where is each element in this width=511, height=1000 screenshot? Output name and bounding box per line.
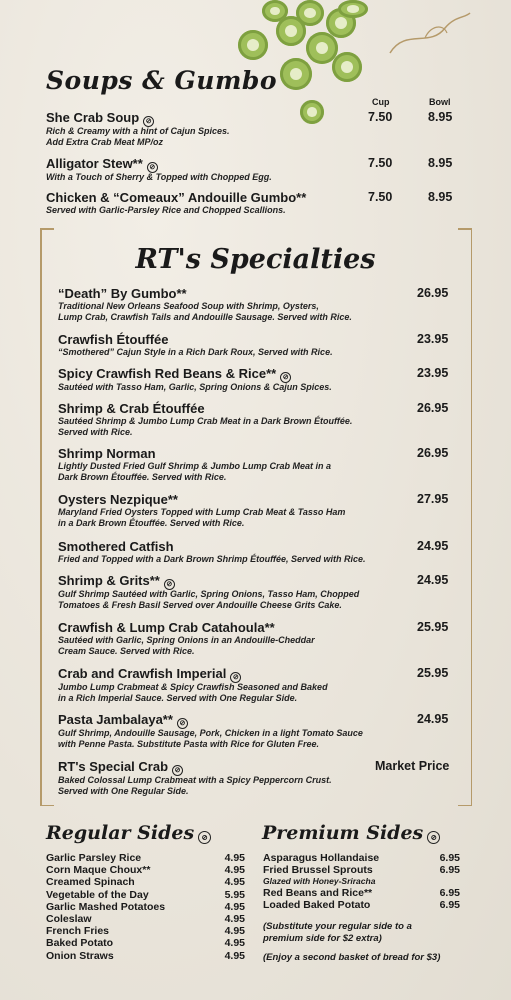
specialty-name-text: Crawfish & Lump Crab Catahoula**: [58, 620, 275, 635]
specialty-item: [58, 332, 458, 358]
specialty-name-text: Spicy Crawfish Red Beans & Rice**: [58, 366, 277, 381]
soup-name-text: Alligator Stew**: [46, 156, 143, 171]
gluten-free-icon: ⊘: [280, 372, 291, 383]
specialty-desc: Dark Brown Étouffée. Served with Rice.: [58, 472, 227, 482]
gluten-free-icon: ⊘: [230, 672, 241, 683]
specialty-price: 24.95: [417, 539, 449, 553]
specialty-name-text: “Death” By Gumbo**: [58, 286, 187, 301]
specialty-desc: Served with One Regular Side.: [58, 786, 189, 796]
specialty-name: [58, 666, 458, 682]
premium-side-sub: Glazed with Honey-Sriracha: [263, 876, 376, 887]
regular-sides-label: Regular Sides: [46, 822, 195, 844]
specialty-price: 24.95: [417, 573, 449, 587]
soups-title: Soups & Gumbo: [46, 66, 278, 95]
specialty-item: [58, 446, 458, 483]
soup-desc: Add Extra Crab Meat MP/oz: [46, 137, 164, 147]
specialty-name: [58, 712, 458, 728]
soup-bowl-price: 8.95: [428, 156, 453, 170]
gluten-free-icon: ⊘: [198, 831, 211, 844]
specialty-desc: Maryland Fried Oysters Topped with Lump Crab Meat & Tasso Ham: [58, 507, 346, 517]
soup-cup-price: 7.50: [368, 110, 393, 124]
bowl-header: Bowl: [429, 97, 451, 107]
specialty-name-text: Shrimp & Grits**: [58, 573, 160, 588]
specialty-item: [58, 366, 458, 393]
specialty-name: [58, 492, 458, 507]
regular-side-price: 4.95: [224, 913, 245, 925]
specialty-price: 23.95: [417, 366, 449, 380]
regular-side-name: Vegetable of the Day: [46, 888, 149, 901]
regular-side-price: 4.95: [224, 949, 245, 962]
specialty-item: [58, 666, 458, 704]
soup-item: [46, 110, 466, 148]
soup-cup-price: 7.50: [368, 190, 393, 204]
specialty-item: [58, 492, 458, 529]
soup-bowl-price: 8.95: [428, 110, 453, 124]
soup-bowl-price: 8.95: [428, 190, 453, 204]
soup-name: [46, 190, 466, 205]
specialty-name: [58, 539, 458, 554]
regular-side-name: Baked Potato: [46, 937, 114, 950]
specialty-item: [58, 620, 458, 657]
soup-name: [46, 110, 466, 126]
regular-side-price: 5.95: [224, 888, 245, 901]
premium-sides-title: [262, 822, 440, 844]
specialty-name: [58, 366, 458, 382]
specialty-desc: Lightly Dusted Fried Gulf Shrimp & Jumbo Lump Crab Meat in a: [58, 461, 332, 471]
specialty-desc: Jumbo Lump Crabmeat & Spicy Crawfish Seasoned and Baked: [58, 682, 328, 692]
regular-side-name: Garlic Parsley Rice: [46, 852, 142, 864]
cup-header: Cup: [372, 97, 390, 107]
specialty-desc: Baked Colossal Lump Crabmeat with a Spicy Peppercorn Crust.: [58, 775, 332, 785]
specialty-item: [58, 573, 458, 611]
gluten-free-icon: ⊘: [147, 162, 158, 173]
regular-side-price: 4.95: [224, 876, 245, 889]
specialty-name-text: RT's Special Crab: [58, 759, 169, 774]
soup-cup-price: 7.50: [368, 156, 393, 170]
specialty-price: 25.95: [417, 666, 449, 680]
regular-sides-title: [46, 822, 211, 844]
specialty-price: 25.95: [417, 620, 449, 634]
soup-desc: Served with Garlic-Parsley Rice and Chopped Scallions.: [46, 205, 286, 215]
substitute-note-line: premium side for $2 extra): [263, 933, 382, 944]
specialty-name-text: Crawfish Étouffée: [58, 332, 169, 347]
specialty-name: [58, 573, 458, 589]
soup-item: [46, 190, 466, 216]
specialty-name-text: Smothered Catfish: [58, 539, 174, 554]
soup-item: [46, 156, 466, 183]
substitute-note-line: (Substitute your regular side to a: [263, 921, 412, 932]
gluten-free-icon: ⊘: [427, 831, 440, 844]
gluten-free-icon: ⊘: [143, 116, 154, 127]
specialty-name-text: Crab and Crawfish Imperial: [58, 666, 227, 681]
regular-side-price: 4.95: [224, 900, 245, 913]
specialty-desc: in a Rich Imperial Sauce. Served with One Regular Side.: [58, 693, 298, 703]
specialty-name-text: Shrimp Norman: [58, 446, 156, 461]
specialty-item: [58, 401, 458, 438]
specialty-price: 26.95: [417, 446, 449, 460]
soup-desc: With a Touch of Sherry & Topped with Chopped Egg.: [46, 172, 272, 182]
specialty-price: 27.95: [417, 492, 449, 506]
regular-side-name: Garlic Mashed Potatoes: [46, 900, 166, 913]
specialty-desc: Sautéed with Tasso Ham, Garlic, Spring Onions & Cajun Spices.: [58, 382, 332, 392]
gluten-free-icon: ⊘: [172, 765, 183, 776]
specialty-desc: Tomatoes & Fresh Basil Served over Andouille Cheese Grits Cake.: [58, 600, 342, 610]
premium-side-price: 6.95: [439, 899, 460, 912]
specialty-price: 26.95: [417, 401, 449, 415]
substitute-note: [263, 921, 412, 945]
regular-side-name: Corn Maque Choux**: [46, 864, 151, 877]
specialty-desc: Gulf Shrimp, Andouille Sausage, Pork, Chicken in a light Tomato Sauce: [58, 728, 363, 738]
regular-side-price: 4.95: [224, 852, 245, 864]
specialty-desc: Traditional New Orleans Seafood Soup with Shrimp, Oysters,: [58, 301, 319, 311]
regular-side-price: 4.95: [224, 925, 245, 938]
specialty-name: [58, 332, 458, 347]
specialty-item: [58, 286, 458, 323]
soup-name-text: Chicken & “Comeaux” Andouille Gumbo**: [46, 190, 307, 205]
specialty-desc: “Smothered” Cajun Style in a Rich Dark Roux, Served with Rice.: [58, 347, 333, 357]
soup-name-text: She Crab Soup: [46, 110, 140, 125]
regular-side-name: Coleslaw: [46, 913, 92, 925]
specialty-price: 24.95: [417, 712, 449, 726]
specialty-item: [58, 712, 458, 750]
specialty-desc: Cream Sauce. Served with Rice.: [58, 646, 195, 656]
specialty-price: 26.95: [417, 286, 449, 300]
premium-sides-label: Premium Sides: [262, 822, 424, 844]
specialty-name-text: Oysters Nezpique**: [58, 492, 178, 507]
specialty-name-text: Shrimp & Crab Étouffée: [58, 401, 205, 416]
regular-side-name: French Fries: [46, 925, 110, 938]
premium-side-name: Fried Brussel Sprouts: [263, 864, 373, 877]
premium-side-price: 6.95: [439, 864, 460, 877]
specialty-desc: Served with Rice.: [58, 427, 133, 437]
soup-desc: Rich & Creamy with a hint of Cajun Spices.: [46, 126, 230, 136]
specialty-item: [58, 539, 458, 565]
flourish-icon: [385, 8, 475, 58]
specialty-desc: Sautéed Shrimp & Jumbo Lump Crab Meat in a Dark Brown Étouffée.: [58, 416, 353, 426]
soup-name: [46, 156, 466, 172]
specialty-name: [58, 401, 458, 416]
specialty-desc: Lump Crab, Crawfish Tails and Andouille Sausage. Served with Rice.: [58, 312, 352, 322]
specialty-desc: Gulf Shrimp Sautéed with Garlic, Spring Onions, Tasso Ham, Chopped: [58, 589, 360, 599]
regular-side-price: 4.95: [224, 864, 245, 877]
bread-note: (Enjoy a second basket of bread for $3): [263, 952, 441, 963]
specialty-desc: Sautéed with Garlic, Spring Onions in an Andouille-Cheddar: [58, 635, 315, 645]
premium-side-name: Red Beans and Rice**: [263, 886, 373, 899]
regular-side-name: Creamed Spinach: [46, 876, 135, 889]
specialty-price: 23.95: [417, 332, 449, 346]
specialty-name: [58, 446, 458, 461]
regular-side-name: Onion Straws: [46, 949, 114, 962]
specialty-name: [58, 286, 458, 301]
specialty-desc: in a Dark Brown Étouffée. Served with Rice.: [58, 518, 245, 528]
specialty-desc: with Penne Pasta. Substitute Pasta with Rice for Gluten Free.: [58, 739, 320, 749]
premium-side-price: 6.95: [439, 886, 460, 899]
premium-side-name: Asparagus Hollandaise: [263, 852, 380, 864]
specialty-desc: Fried and Topped with a Dark Brown Shrimp Étouffée, Served with Rice.: [58, 554, 366, 564]
regular-side-price: 4.95: [224, 937, 245, 950]
premium-side-name: Loaded Baked Potato: [263, 899, 371, 912]
premium-side-price: 6.95: [439, 852, 460, 864]
specialty-name: [58, 620, 458, 635]
specialty-price: Market Price: [375, 759, 450, 773]
gluten-free-icon: ⊘: [164, 579, 175, 590]
specialties-title: RT's Specialties: [135, 244, 376, 275]
gluten-free-icon: ⊘: [177, 718, 188, 729]
specialty-name-text: Pasta Jambalaya**: [58, 712, 173, 727]
